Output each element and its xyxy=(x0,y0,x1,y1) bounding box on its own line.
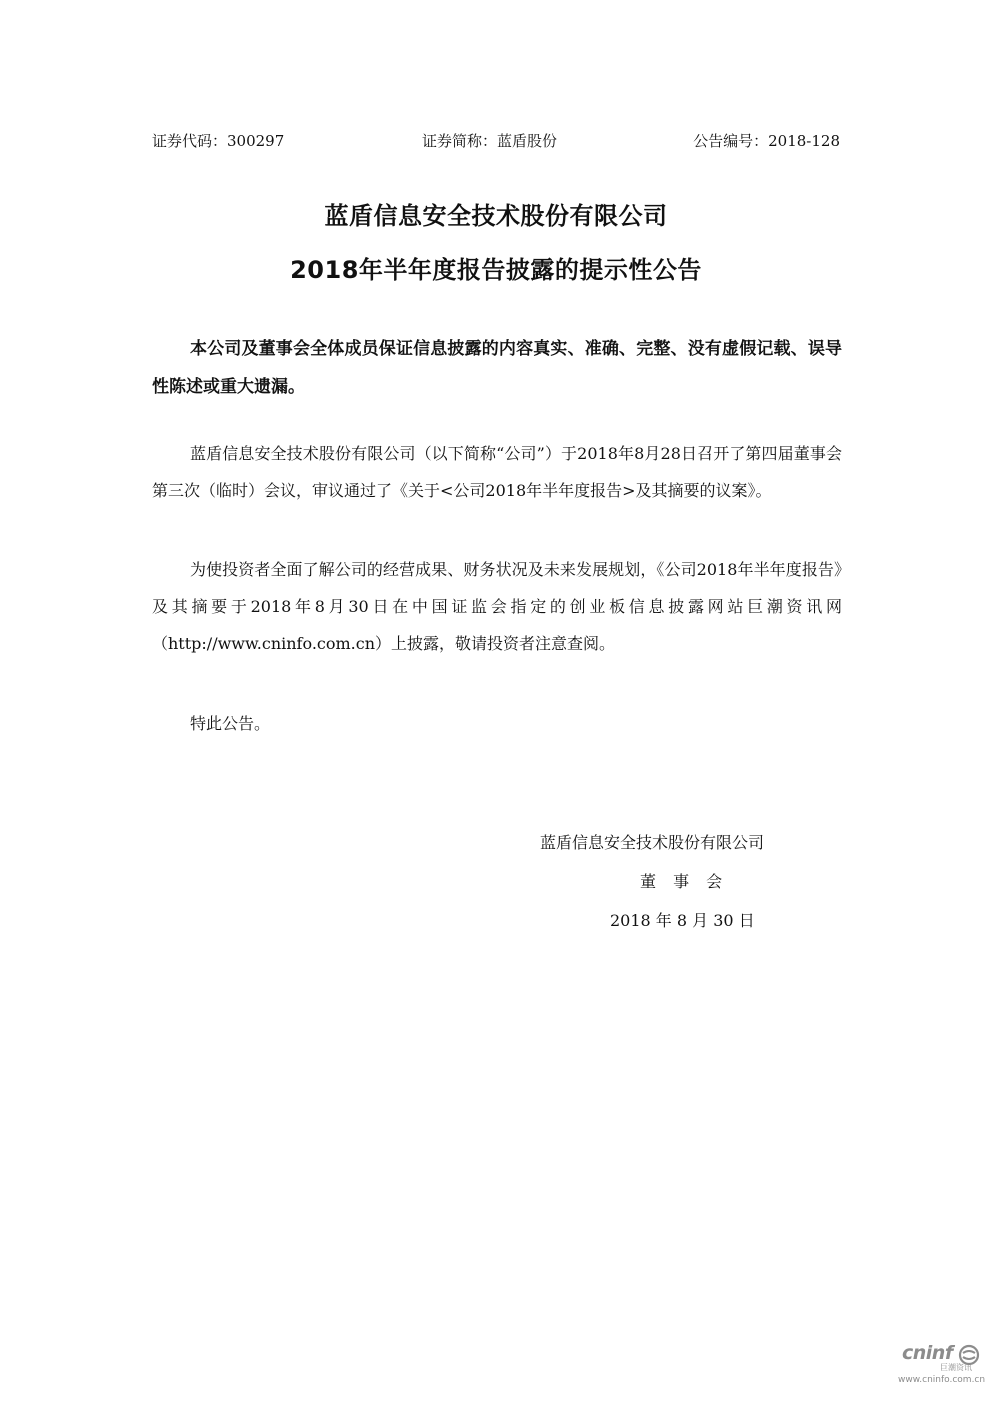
document-header xyxy=(152,130,840,152)
cninfo-watermark-logo xyxy=(892,1342,986,1392)
cninfo-brand-text: cninf xyxy=(902,1342,953,1364)
announcement-number: 公告编号：2018-128 xyxy=(693,132,840,150)
signature-date: 2018 年 8 月 30 日 xyxy=(610,911,755,930)
body-paragraph-disclosure: 为使投资者全面了解公司的经营成果、财务状况及未来发展规划，《公司2018年半年度报告》及其摘要于2018年8月30日在中国证监会指定的创业板信息披露网站巨潮资讯网（http://www.cninfo.com.cn）上披露，敬请投资者注意查阅。 xyxy=(152,560,842,653)
title-company: 蓝盾信息安全技术股份有限公司 xyxy=(324,202,668,230)
closing-remark: 特此公告。 xyxy=(190,714,271,733)
board-guarantee-statement: 本公司及董事会全体成员保证信息披露的内容真实、准确、完整、没有虚假记载、误导性陈述或重大遗漏。 xyxy=(152,339,842,397)
title-announcement: 2018年半年度报告披露的提示性公告 xyxy=(290,256,702,284)
stock-name: 证券简称：蓝盾股份 xyxy=(422,132,558,150)
cninfo-url: www.cninfo.com.cn xyxy=(898,1375,986,1385)
signature-company: 蓝盾信息安全技术股份有限公司 xyxy=(540,833,765,852)
body-paragraph-meeting: 蓝盾信息安全技术股份有限公司（以下简称“公司”）于2018年8月28日召开了第四届董事会第三次（临时）会议，审议通过了《关于<公司2018年半年度报告>及其摘要的议案》。 xyxy=(152,444,842,500)
signature-board: 董 事 会 xyxy=(640,872,729,891)
cninfo-brand-chinese: 巨潮资讯 xyxy=(940,1363,972,1372)
stock-code: 证券代码：300297 xyxy=(152,132,285,150)
